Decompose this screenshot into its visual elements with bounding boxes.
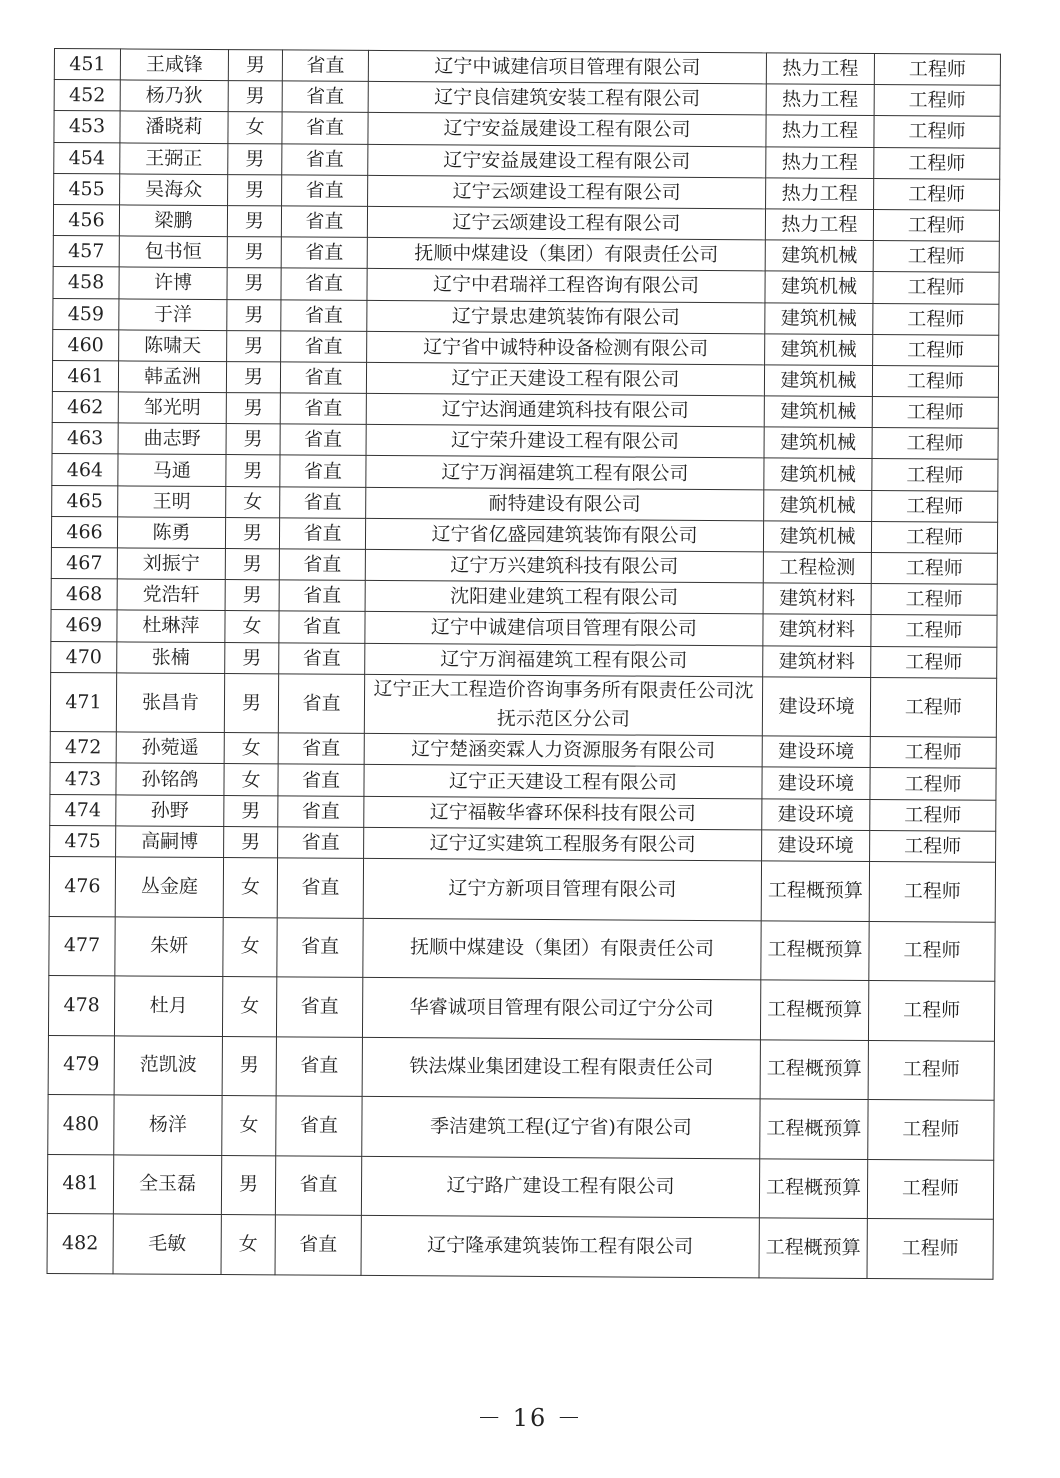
table-row [48,975,994,1040]
company-name: 辽宁路广建设工程有限公司 [361,1156,759,1218]
person-name: 毛敏 [113,1214,221,1274]
gender: 男 [224,795,278,827]
job-title: 工程师 [873,303,999,335]
row-number: 479 [48,1035,114,1095]
specialty: 建筑机械 [764,396,872,428]
row-number: 452 [54,80,120,112]
region: 省直 [279,580,365,612]
gender: 男 [228,81,282,113]
table-row [49,916,995,981]
company-name: 季洁建筑工程(辽宁省)有限公司 [362,1096,760,1158]
company-name: 华睿诚项目管理有限公司辽宁分公司 [362,977,760,1039]
person-name: 刘振宁 [117,548,225,580]
gender: 女 [222,977,276,1037]
company-name: 抚顺中煤建设（集团）有限责任公司 [363,918,761,980]
person-name: 杜月 [114,976,222,1036]
gender: 男 [228,143,282,175]
region: 省直 [275,1155,361,1215]
region: 省直 [280,362,366,394]
job-title: 工程师 [871,646,997,678]
person-name: 孙野 [116,795,224,827]
row-number: 476 [49,856,115,916]
roster-body [47,49,1000,1279]
page-number: － 16 － [477,1404,583,1432]
company-name: 辽宁正天建设工程有限公司 [366,362,764,396]
row-number: 468 [51,579,117,611]
specialty: 建设环境 [762,767,870,799]
person-name: 高嗣博 [116,826,224,858]
person-name: 曲志野 [118,423,226,455]
region: 省直 [277,858,363,918]
specialty: 建筑材料 [763,645,871,677]
gender: 女 [221,1215,275,1275]
gender: 男 [226,455,280,487]
person-name: 杨乃狄 [120,80,228,112]
company-name: 辽宁辽实建筑工程服务有限公司 [364,827,762,861]
specialty: 建筑材料 [763,583,871,615]
company-name: 辽宁省亿盛园建筑装饰有限公司 [365,518,763,552]
job-title: 工程师 [868,1099,994,1159]
person-name: 陈啸天 [119,330,227,362]
specialty: 工程概预算 [760,1099,868,1159]
specialty: 建设环境 [762,677,870,737]
row-number: 478 [48,975,114,1035]
table-row [50,672,996,737]
company-name: 辽宁中诚建信项目管理有限公司 [365,612,763,646]
job-title: 工程师 [874,116,1000,148]
specialty: 建筑机械 [765,271,873,303]
gender: 男 [226,393,280,425]
person-name: 马通 [118,454,226,486]
specialty: 建筑机械 [765,240,873,272]
job-title: 工程师 [872,365,998,397]
job-title: 工程师 [872,490,998,522]
company-name: 辽宁安益晟建设工程有限公司 [368,113,766,147]
specialty: 建筑机械 [763,521,871,553]
gender: 男 [221,1155,275,1215]
person-name: 范凯波 [114,1035,222,1095]
gender: 男 [224,673,278,733]
row-number: 465 [52,485,118,517]
row-number: 458 [53,267,119,299]
row-number: 466 [51,516,117,548]
specialty: 建筑机械 [765,302,873,334]
specialty: 热力工程 [766,115,874,147]
specialty: 工程概预算 [760,1039,868,1099]
region: 省直 [281,268,367,300]
gender: 男 [227,268,281,300]
job-title: 工程师 [874,147,1000,179]
region: 省直 [278,733,364,765]
job-title: 工程师 [873,334,999,366]
job-title: 工程师 [873,209,999,241]
company-name: 沈阳建业建筑工程有限公司 [365,581,763,615]
region: 省直 [278,764,364,796]
gender: 女 [223,858,277,918]
row-number: 455 [54,173,120,205]
roster-table [47,48,1001,1279]
specialty: 建设环境 [762,830,870,862]
specialty: 建筑机械 [765,334,873,366]
row-number: 462 [52,392,118,424]
person-name: 朱妍 [115,916,223,976]
person-name: 吴海众 [120,174,228,206]
row-number: 453 [54,111,120,143]
job-title: 工程师 [874,85,1000,117]
region: 省直 [280,455,366,487]
company-name: 辽宁景忠建筑装饰有限公司 [367,300,765,334]
person-name: 包书恒 [119,236,227,268]
person-name: 韩孟洲 [118,361,226,393]
row-number: 482 [47,1213,113,1273]
row-number: 456 [53,204,119,236]
person-name: 梁鹏 [119,205,227,237]
gender: 男 [225,580,279,612]
job-title: 工程师 [868,1040,994,1100]
company-name: 辽宁中君瑞祥工程咨询有限公司 [367,269,765,303]
company-name: 辽宁云颂建设工程有限公司 [368,175,766,209]
gender: 男 [225,642,279,674]
gender: 男 [226,361,280,393]
job-title: 工程师 [871,615,997,647]
row-number: 471 [50,672,116,732]
gender: 男 [224,826,278,858]
job-title: 工程师 [872,459,998,491]
region: 省直 [282,143,368,175]
row-number: 481 [47,1154,113,1214]
table-row [47,1154,993,1219]
region: 省直 [277,917,363,977]
job-title: 工程师 [868,980,994,1040]
company-name: 辽宁良信建筑安装工程有限公司 [368,82,766,116]
job-title: 工程师 [867,1159,993,1219]
row-number: 473 [50,763,116,795]
job-title: 工程师 [870,737,996,769]
company-name: 辽宁荣升建设工程有限公司 [366,425,764,459]
region: 省直 [281,237,367,269]
row-number: 457 [53,236,119,268]
row-number: 475 [50,825,116,857]
person-name: 王明 [118,486,226,518]
region: 省直 [279,549,365,581]
specialty: 热力工程 [766,146,874,178]
specialty: 热力工程 [766,84,874,116]
specialty: 工程概预算 [759,1158,867,1218]
table-row [49,856,995,921]
specialty: 工程概预算 [759,1218,867,1278]
job-title: 工程师 [874,178,1000,210]
person-name: 王弼正 [120,142,228,174]
job-title: 工程师 [870,799,996,831]
gender: 女 [222,1096,276,1156]
company-name: 辽宁省中诚特种设备检测有限公司 [367,331,765,365]
person-name: 丛金庭 [115,857,223,917]
row-number: 461 [52,360,118,392]
company-name: 辽宁正大工程造价咨询事务所有限责任公司沈抚示范区分公司 [364,674,762,736]
gender: 男 [227,330,281,362]
person-name: 孙铭鸽 [116,763,224,795]
person-name: 许博 [119,267,227,299]
table-row [48,1035,994,1100]
gender: 女 [224,764,278,796]
specialty: 热力工程 [766,178,874,210]
person-name: 于洋 [119,298,227,330]
company-name: 铁法煤业集团建设工程有限责任公司 [362,1037,760,1099]
region: 省直 [276,1036,362,1096]
region: 省直 [279,611,365,643]
person-name: 邹光明 [118,392,226,424]
job-title: 工程师 [871,584,997,616]
gender: 女 [226,486,280,518]
company-name: 辽宁正天建设工程有限公司 [364,765,762,799]
specialty: 建筑材料 [763,614,871,646]
job-title: 工程师 [870,677,996,737]
job-title: 工程师 [869,921,995,981]
specialty: 建筑机械 [764,489,872,521]
company-name: 辽宁云颂建设工程有限公司 [367,206,765,240]
region: 省直 [281,206,367,238]
gender: 男 [222,1036,276,1096]
row-number: 459 [53,298,119,330]
gender: 女 [223,917,277,977]
row-number: 467 [51,547,117,579]
company-name: 辽宁隆承建筑装饰工程有限公司 [361,1215,759,1277]
region: 省直 [279,642,365,674]
specialty: 建筑机械 [764,427,872,459]
specialty: 建筑机械 [764,365,872,397]
company-name: 辽宁安益晟建设工程有限公司 [368,144,766,178]
region: 省直 [282,50,368,82]
row-number: 472 [50,732,116,764]
company-name: 耐特建设有限公司 [366,487,764,521]
region: 省直 [281,331,367,363]
gender: 男 [226,424,280,456]
gender: 男 [225,549,279,581]
specialty: 建筑机械 [764,458,872,490]
person-name: 潘晓莉 [120,111,228,143]
company-name: 辽宁万兴建筑科技有限公司 [365,549,763,583]
region: 省直 [278,827,364,859]
region: 省直 [278,796,364,828]
table-row [47,1213,993,1278]
job-title: 工程师 [867,1218,993,1278]
region: 省直 [282,112,368,144]
row-number: 460 [53,329,119,361]
job-title: 工程师 [871,553,997,585]
region: 省直 [280,393,366,425]
person-name: 张昌肯 [116,673,224,733]
company-name: 辽宁万润福建筑工程有限公司 [365,643,763,677]
row-number: 463 [52,423,118,455]
region: 省直 [280,424,366,456]
region: 省直 [276,1096,362,1156]
company-name: 辽宁方新项目管理有限公司 [363,858,761,920]
company-name: 辽宁中诚建信项目管理有限公司 [368,50,766,84]
person-name: 杜琳萍 [117,610,225,642]
row-number: 470 [51,641,117,673]
person-name: 张楠 [117,641,225,673]
row-number: 469 [51,610,117,642]
specialty: 建设环境 [762,736,870,768]
person-name: 陈勇 [117,517,225,549]
gender: 男 [227,237,281,269]
company-name: 抚顺中煤建设（集团）有限责任公司 [367,238,765,272]
table-row [48,1094,994,1159]
job-title: 工程师 [872,397,998,429]
region: 省直 [276,977,362,1037]
specialty: 工程概预算 [761,920,869,980]
specialty: 热力工程 [766,53,874,85]
job-title: 工程师 [871,521,997,553]
region: 省直 [282,175,368,207]
company-name: 辽宁福鞍华睿环保科技有限公司 [364,796,762,830]
specialty: 建设环境 [762,798,870,830]
job-title: 工程师 [872,428,998,460]
person-name: 王咸锋 [120,49,228,81]
person-name: 全玉磊 [113,1154,221,1214]
person-name: 孙菀遥 [116,732,224,764]
region: 省直 [278,674,364,734]
row-number: 477 [49,916,115,976]
person-name: 党浩轩 [117,579,225,611]
gender: 男 [225,517,279,549]
gender: 男 [227,299,281,331]
job-title: 工程师 [873,241,999,273]
gender: 男 [228,174,282,206]
job-title: 工程师 [869,861,995,921]
company-name: 辽宁万润福建筑工程有限公司 [366,456,764,490]
company-name: 辽宁楚涵奕霖人力资源服务有限公司 [364,734,762,768]
gender: 女 [225,611,279,643]
job-title: 工程师 [873,272,999,304]
row-number: 474 [50,794,116,826]
row-number: 464 [52,454,118,486]
company-name: 辽宁达润通建筑科技有限公司 [366,393,764,427]
specialty: 工程检测 [763,552,871,584]
region: 省直 [280,487,366,519]
specialty: 工程概预算 [760,980,868,1040]
specialty: 热力工程 [765,209,873,241]
job-title: 工程师 [870,830,996,862]
job-title: 工程师 [870,768,996,800]
gender: 女 [228,112,282,144]
region: 省直 [282,81,368,113]
region: 省直 [281,299,367,331]
specialty: 工程概预算 [761,861,869,921]
row-number: 480 [48,1094,114,1154]
gender: 女 [224,733,278,765]
gender: 男 [227,206,281,238]
job-title: 工程师 [874,54,1000,86]
gender: 男 [228,50,282,82]
row-number: 454 [54,142,120,174]
region: 省直 [275,1215,361,1275]
region: 省直 [279,518,365,550]
row-number: 451 [54,49,120,81]
person-name: 杨洋 [114,1095,222,1155]
